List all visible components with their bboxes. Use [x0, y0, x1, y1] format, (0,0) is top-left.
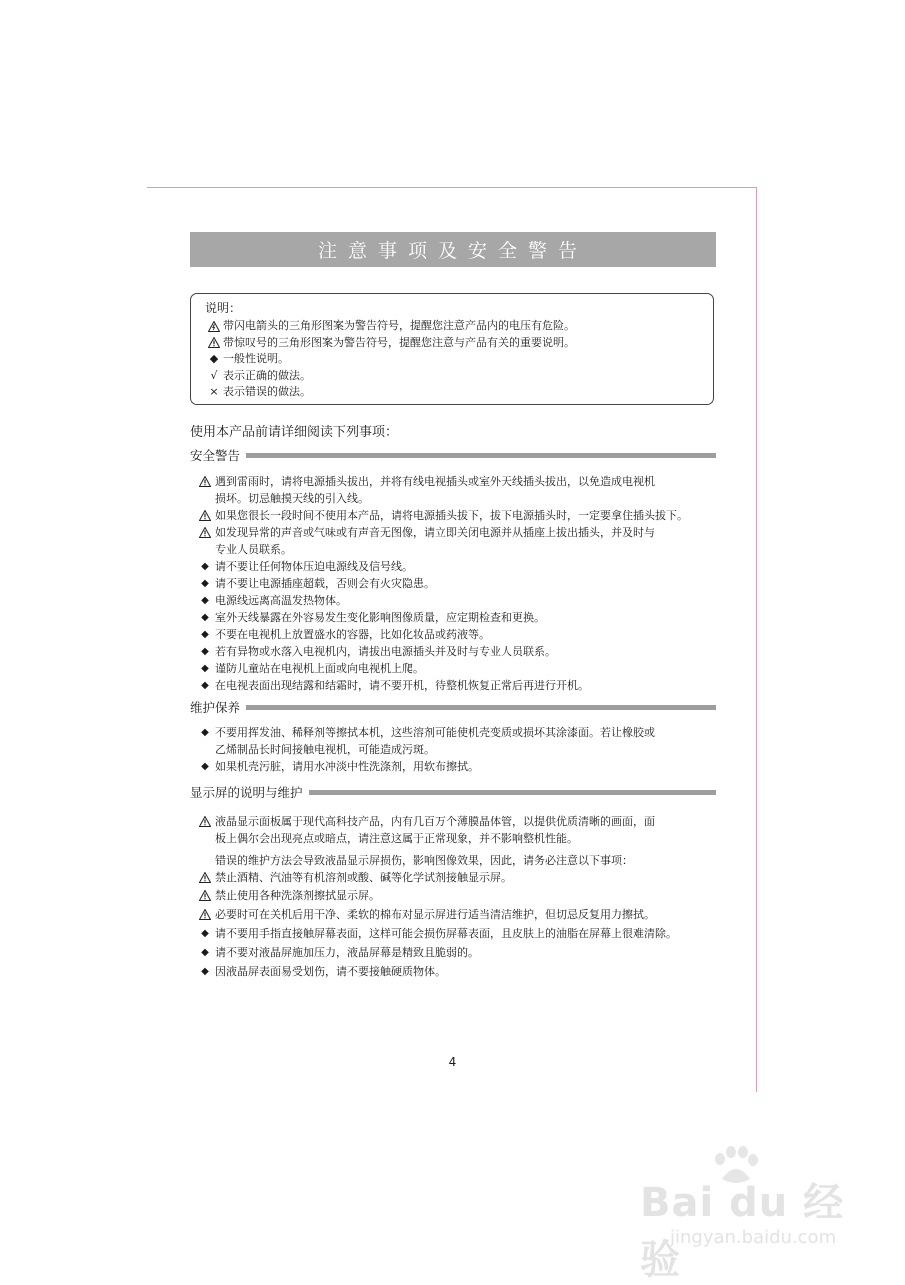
diamond-bullet-icon: ◆	[201, 761, 209, 772]
list-item-text: 遇到雷雨时，请将电源插头拔出，并将有线电视插头或室外天线插头拔出，以免造成电视机	[215, 475, 655, 488]
list-item-text: 请不要用手指直接触屏幕表面，这样可能会损伤屏幕表面，且皮肤上的油脂在屏幕上很难清除。	[215, 927, 677, 940]
legend-text: 表示错误的做法。	[223, 385, 311, 398]
diamond-bullet-icon: ◆	[201, 629, 209, 640]
diamond-bullet-icon: ◆	[201, 928, 209, 939]
list-item-text: 电源线远离高温发热物体。	[215, 594, 347, 607]
section-heading-lcd	[190, 784, 716, 800]
warning-triangle-icon	[205, 337, 223, 348]
warning-triangle-icon	[205, 321, 223, 332]
diamond-bullet-icon: ◆	[209, 352, 219, 365]
section-heading-label: 显示屏的说明与维护	[190, 785, 303, 800]
list-item-text: 在电视表面出现结露和结霜时，请不要开机，待整机恢复正常后再进行开机。	[215, 679, 589, 692]
list-item-text: 必要时可在关机后用干净、柔软的棉布对显示屏进行适当清洁维护，但切忌反复用力擦拭。	[215, 908, 655, 921]
list-item-text: 谨防儿童站在电视机上面或向电视机上爬。	[215, 662, 424, 675]
list-item-text: 若有异物或水落入电视机内，请拔出电源插头并及时与专业人员联系。	[215, 645, 556, 658]
warning-triangle-icon	[198, 906, 212, 923]
legend-row-lightning	[205, 318, 713, 335]
list-item-text: 不要在电视机上放置盛水的容器，比如化妆品或药液等。	[215, 628, 490, 641]
diamond-bullet-icon: ◆	[201, 612, 209, 623]
list-item-text-continued: 板上偶尔会出现亮点或暗点，请注意这属于正常现象，并不影响整机性能。	[215, 832, 578, 845]
warning-triangle-icon	[198, 887, 212, 904]
diamond-bullet-icon: ◆	[201, 727, 209, 738]
diamond-bullet-icon: ◆	[201, 947, 209, 958]
list-item-text: 不要用挥发油、稀释剂等擦拭本机，这些溶剂可能使机壳变质或损坏其涂漆面。若让橡胶或	[215, 726, 655, 739]
diamond-bullet-icon: ◆	[201, 646, 209, 657]
section-rule	[309, 790, 716, 795]
diamond-bullet-icon: ◆	[201, 578, 209, 589]
list-item-text-continued: 乙烯制品长时间接触电视机，可能造成污斑。	[215, 743, 435, 756]
legend-text: 带惊叹号的三角形图案为警告符号，提醒您注意与产品有关的重要说明。	[223, 335, 575, 349]
page-number: 4	[448, 1055, 457, 1069]
legend-row-wrong	[205, 384, 713, 401]
section-rule	[246, 705, 716, 710]
crop-mark-right	[756, 187, 757, 1092]
list-item-text: 禁止酒精、汽油等有机溶剂或酸、碱等化学试剂接触显示屏。	[215, 871, 512, 884]
page-title: 注意事项及安全警告	[190, 232, 716, 267]
section-heading-label: 安全警告	[190, 448, 241, 463]
list-item-text: 禁止使用各种洗涤剂擦拭显示屏。	[215, 889, 380, 902]
list-item-text-continued: 专业人员联系。	[215, 543, 292, 556]
list-item-text: 因液晶屏表面易受划伤，请不要接触硬质物体。	[215, 965, 446, 978]
diamond-bullet-icon: ◆	[201, 966, 209, 977]
legend-text: 带闪电箭头的三角形图案为警告符号，提醒您注意产品内的电压有危险。	[223, 319, 575, 332]
legend-box	[190, 293, 714, 405]
legend-row-correct	[205, 368, 713, 385]
diamond-bullet-icon: ◆	[201, 595, 209, 606]
legend-row-exclamation	[205, 335, 713, 352]
list-item-text: 液晶显示面板属于现代高科技产品，内有几百万个薄膜晶体管，以提供优质清晰的画面，面	[215, 815, 655, 828]
intro-text: 使用本产品前请详细阅读下列事项：	[190, 425, 399, 440]
crop-mark-top	[147, 187, 757, 188]
watermark-logo-text: Bai du 经验	[640, 1180, 845, 1283]
warning-triangle-icon	[198, 813, 212, 830]
list-item-text-continued: 损坏。切忌触摸天线的引入线。	[215, 492, 369, 505]
warning-triangle-icon	[198, 524, 212, 541]
diamond-bullet-icon: ◆	[201, 680, 209, 691]
cross-mark-icon: ×	[209, 385, 219, 398]
list-item-text: 请不要让任何物体压迫电源线及信号线。	[215, 560, 413, 573]
section-heading-maintenance	[190, 699, 716, 715]
legend-text: 表示正确的做法。	[223, 368, 311, 382]
legend-row-general	[205, 351, 713, 368]
list-item-text: 如果机壳污脏，请用水冲淡中性洗涤剂，用软布擦拭。	[215, 760, 479, 773]
legend-title: 说明：	[205, 301, 242, 315]
section-heading-safety	[190, 447, 716, 463]
warning-triangle-icon	[198, 507, 212, 524]
diamond-bullet-icon: ◆	[201, 663, 209, 674]
section-rule	[246, 453, 716, 458]
watermark-url: jingyan.baidu.com	[670, 1227, 837, 1248]
warning-triangle-icon	[198, 473, 212, 490]
list-item-text: 请不要对液晶屏施加压力，液晶屏幕是精致且脆弱的。	[215, 946, 479, 959]
baidu-jingyan-watermark	[640, 1145, 860, 1283]
list-item-text: 错误的维护方法会导致液晶显示屏损伤，影响图像效果，因此，请务必注意以下事项：	[215, 854, 633, 867]
list-item-text: 请不要让电源插座超载，否则会有火灾隐患。	[215, 577, 435, 590]
list-item-text: 室外天线暴露在外容易发生变化影响图像质量，应定期检查和更换。	[215, 611, 545, 624]
diamond-bullet-icon: ◆	[201, 561, 209, 572]
section-heading-label: 维护保养	[190, 700, 241, 715]
list-item-text: 如果您很长一段时间不使用本产品，请将电源插头拔下，拔下电源插头时，一定要拿住插头拔下。	[215, 509, 688, 522]
legend-text: 一般性说明。	[223, 352, 289, 365]
warning-triangle-icon	[198, 869, 212, 886]
no-icon-spacer	[198, 852, 212, 869]
list-item-text: 如发现异常的声音或气味或有声音无图像，请立即关闭电源并从插座上拔出插头，并及时与	[215, 526, 655, 539]
check-mark-icon: √	[210, 368, 218, 382]
